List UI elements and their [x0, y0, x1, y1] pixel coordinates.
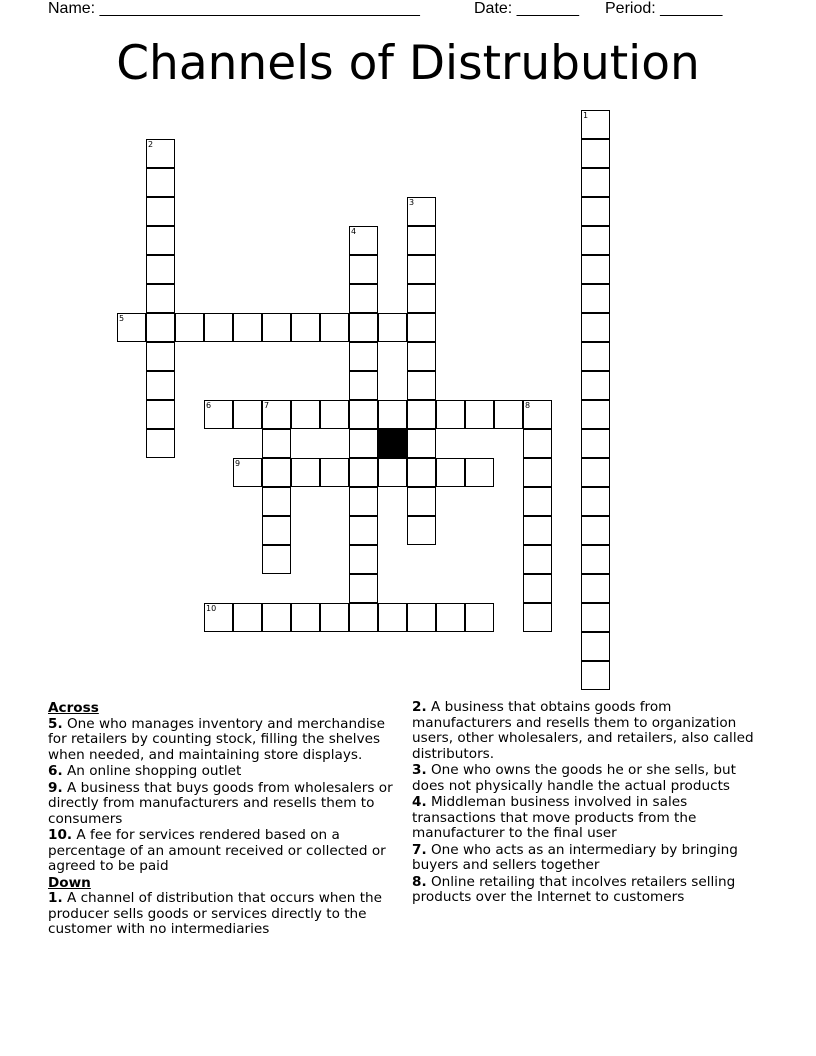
clue-number: 10. — [48, 827, 73, 843]
crossword-cell[interactable] — [175, 313, 204, 342]
clue-number: 7. — [412, 841, 427, 858]
crossword-cell[interactable] — [581, 632, 610, 661]
crossword-cell[interactable] — [581, 458, 610, 487]
crossword-cell[interactable] — [320, 458, 349, 487]
crossword-cell[interactable] — [581, 400, 610, 429]
crossword-cell[interactable] — [146, 255, 175, 284]
crossword-cell[interactable] — [262, 429, 291, 458]
crossword-cell[interactable] — [407, 487, 436, 516]
crossword-cell[interactable] — [581, 139, 610, 168]
crossword-cell[interactable] — [465, 603, 494, 632]
crossword-cell[interactable] — [581, 342, 610, 371]
black-square — [378, 429, 407, 458]
crossword-cell[interactable] — [291, 400, 320, 429]
clue-number: 3. — [412, 762, 427, 778]
crossword-cell[interactable] — [146, 342, 175, 371]
crossword-cell[interactable] — [407, 516, 436, 545]
clue-across-9 — [48, 781, 404, 828]
crossword-cell[interactable] — [349, 342, 378, 371]
crossword-cell[interactable] — [581, 661, 610, 690]
date-field-label: Date: _______ — [474, 0, 579, 17]
cell-number: 7 — [264, 401, 270, 410]
crossword-cell[interactable] — [581, 110, 610, 139]
crossword-cell[interactable] — [204, 400, 233, 429]
crossword-cell[interactable] — [378, 603, 407, 632]
crossword-cell[interactable] — [523, 545, 552, 574]
crossword-cell[interactable] — [407, 400, 436, 429]
crossword-cell[interactable] — [523, 400, 552, 429]
crossword-cell[interactable] — [146, 400, 175, 429]
clue-text: One who owns the goods he or she sells, but does not physically handle the actual products — [412, 762, 736, 794]
crossword-cell[interactable] — [378, 313, 407, 342]
crossword-cell[interactable] — [349, 284, 378, 313]
crossword-cell[interactable] — [262, 516, 291, 545]
clue-down-1 — [48, 891, 404, 938]
crossword-cell[interactable] — [465, 458, 494, 487]
crossword-cell[interactable] — [378, 458, 407, 487]
crossword-cell[interactable] — [436, 400, 465, 429]
cell-number: 1 — [583, 111, 589, 120]
crossword-cell[interactable] — [146, 429, 175, 458]
crossword-cell[interactable] — [233, 458, 262, 487]
crossword-cell[interactable] — [581, 255, 610, 284]
crossword-cell[interactable] — [581, 603, 610, 632]
crossword-cell[interactable] — [262, 545, 291, 574]
crossword-cell[interactable] — [523, 487, 552, 516]
crossword-cell[interactable] — [349, 429, 378, 458]
crossword-cell[interactable] — [291, 313, 320, 342]
clue-down-7 — [412, 843, 772, 874]
clue-number: 5. — [48, 715, 63, 732]
crossword-cell[interactable] — [494, 400, 523, 429]
crossword-cell[interactable] — [320, 400, 349, 429]
cell-number: 5 — [119, 314, 125, 323]
clue-down-2 — [412, 700, 772, 762]
crossword-cell[interactable] — [262, 603, 291, 632]
crossword-cell[interactable] — [262, 313, 291, 342]
clue-down-3 — [412, 763, 772, 794]
crossword-cell[interactable] — [349, 574, 378, 603]
crossword-cell[interactable] — [146, 313, 175, 342]
crossword-cell[interactable] — [146, 226, 175, 255]
clue-text: A channel of distribution that occurs when the producer sells goods or services directly to the customer with no intermediaries — [48, 890, 383, 937]
crossword-cell[interactable] — [146, 168, 175, 197]
cell-number: 10 — [206, 604, 217, 613]
crossword-cell[interactable] — [204, 603, 233, 632]
clue-text: One who manages inventory and merchandise for retailers by counting stock, filling the shelves when needed, and maintaining store displays. — [48, 715, 385, 763]
clue-text: One who acts as an intermediary by bringing buyers and sellers together — [412, 841, 738, 873]
crossword-cell[interactable] — [320, 313, 349, 342]
clue-number: 9. — [48, 779, 63, 796]
cell-number: 8 — [525, 401, 531, 410]
crossword-cell[interactable] — [349, 516, 378, 545]
crossword-cell[interactable] — [146, 197, 175, 226]
clue-number: 1. — [48, 890, 63, 906]
crossword-cell[interactable] — [407, 313, 436, 342]
crossword-cell[interactable] — [349, 400, 378, 429]
crossword-cell[interactable] — [291, 603, 320, 632]
crossword-cell[interactable] — [349, 458, 378, 487]
crossword-cell[interactable] — [523, 603, 552, 632]
clue-number: 4. — [412, 794, 427, 810]
crossword-cell[interactable] — [146, 139, 175, 168]
crossword-cell[interactable] — [204, 313, 233, 342]
clue-text: A fee for services rendered based on a percentage of an amount received or collected or agreed to be paid — [48, 827, 386, 874]
crossword-cell[interactable] — [407, 226, 436, 255]
crossword-cell[interactable] — [581, 487, 610, 516]
clue-down-4 — [412, 795, 772, 842]
crossword-cell[interactable] — [581, 371, 610, 400]
crossword-cell[interactable] — [407, 197, 436, 226]
crossword-cell[interactable] — [407, 371, 436, 400]
page-title: Channels of Distrubution — [116, 36, 700, 91]
clue-text: A business that obtains goods from manufacturers and resells them to organization users, other wholesalers, and retailers, also called distributors. — [412, 699, 754, 762]
cell-number: 9 — [235, 459, 241, 468]
clue-across-5 — [48, 717, 404, 764]
crossword-cell[interactable] — [581, 429, 610, 458]
clue-text: Online retailing that incolves retailers selling products over the Internet to customers — [412, 873, 736, 905]
clue-across-10 — [48, 828, 404, 875]
crossword-cell[interactable] — [581, 313, 610, 342]
crossword-cell[interactable] — [581, 226, 610, 255]
clue-text: Middleman business involved in sales transactions that move products from the manufacturer to the final user — [412, 794, 697, 841]
cell-number: 2 — [148, 140, 154, 149]
crossword-cell[interactable] — [349, 603, 378, 632]
crossword-cell[interactable] — [146, 371, 175, 400]
crossword-cell[interactable] — [523, 574, 552, 603]
crossword-cell[interactable] — [233, 400, 262, 429]
crossword-cell[interactable] — [407, 603, 436, 632]
clue-number: 8. — [412, 873, 427, 890]
crossword-cell[interactable] — [233, 313, 262, 342]
cell-number: 6 — [206, 401, 212, 410]
crossword-cell[interactable] — [436, 603, 465, 632]
crossword-cell[interactable] — [581, 284, 610, 313]
crossword-cell[interactable] — [465, 400, 494, 429]
clue-text: A business that buys goods from wholesalers or directly from manufacturers and resells them to consumers — [48, 779, 393, 827]
crossword-cell[interactable] — [581, 516, 610, 545]
crossword-cell[interactable] — [523, 516, 552, 545]
crossword-cell[interactable] — [349, 255, 378, 284]
clue-text: An online shopping outlet — [66, 763, 242, 779]
clue-down-8 — [412, 875, 772, 906]
crossword-cell[interactable] — [407, 342, 436, 371]
clue-number: 6. — [48, 763, 63, 779]
clues-right-column — [412, 700, 772, 907]
crossword-cell[interactable] — [262, 458, 291, 487]
across-heading: Across — [48, 700, 99, 716]
crossword-cell[interactable] — [117, 313, 146, 342]
crossword-cell[interactable] — [581, 545, 610, 574]
crossword-cell[interactable] — [581, 197, 610, 226]
crossword-cell[interactable] — [349, 487, 378, 516]
crossword-cell[interactable] — [349, 313, 378, 342]
crossword-cell[interactable] — [581, 168, 610, 197]
clues-left-column — [48, 700, 404, 939]
crossword-cell[interactable] — [523, 458, 552, 487]
crossword-cell[interactable] — [349, 545, 378, 574]
crossword-cell[interactable] — [436, 458, 465, 487]
crossword-cell[interactable] — [523, 429, 552, 458]
crossword-cell[interactable] — [262, 400, 291, 429]
crossword-cell[interactable] — [407, 458, 436, 487]
period-field-label: Period: _______ — [605, 0, 723, 17]
crossword-cell[interactable] — [407, 255, 436, 284]
crossword-cell[interactable] — [378, 400, 407, 429]
cell-number: 4 — [351, 227, 357, 236]
crossword-cell[interactable] — [407, 284, 436, 313]
crossword-cell[interactable] — [320, 603, 349, 632]
crossword-cell[interactable] — [407, 429, 436, 458]
crossword-cell[interactable] — [233, 603, 262, 632]
clue-number: 2. — [412, 699, 427, 715]
crossword-cell[interactable] — [146, 284, 175, 313]
crossword-cell[interactable] — [291, 458, 320, 487]
crossword-cell[interactable] — [262, 487, 291, 516]
clue-across-6 — [48, 764, 404, 780]
crossword-cell[interactable] — [349, 226, 378, 255]
cell-number: 3 — [409, 198, 415, 207]
crossword-cell[interactable] — [581, 574, 610, 603]
crossword-cell[interactable] — [349, 371, 378, 400]
down-heading: Down — [48, 874, 91, 891]
name-field-label: Name: ____________________________________ — [48, 0, 420, 17]
